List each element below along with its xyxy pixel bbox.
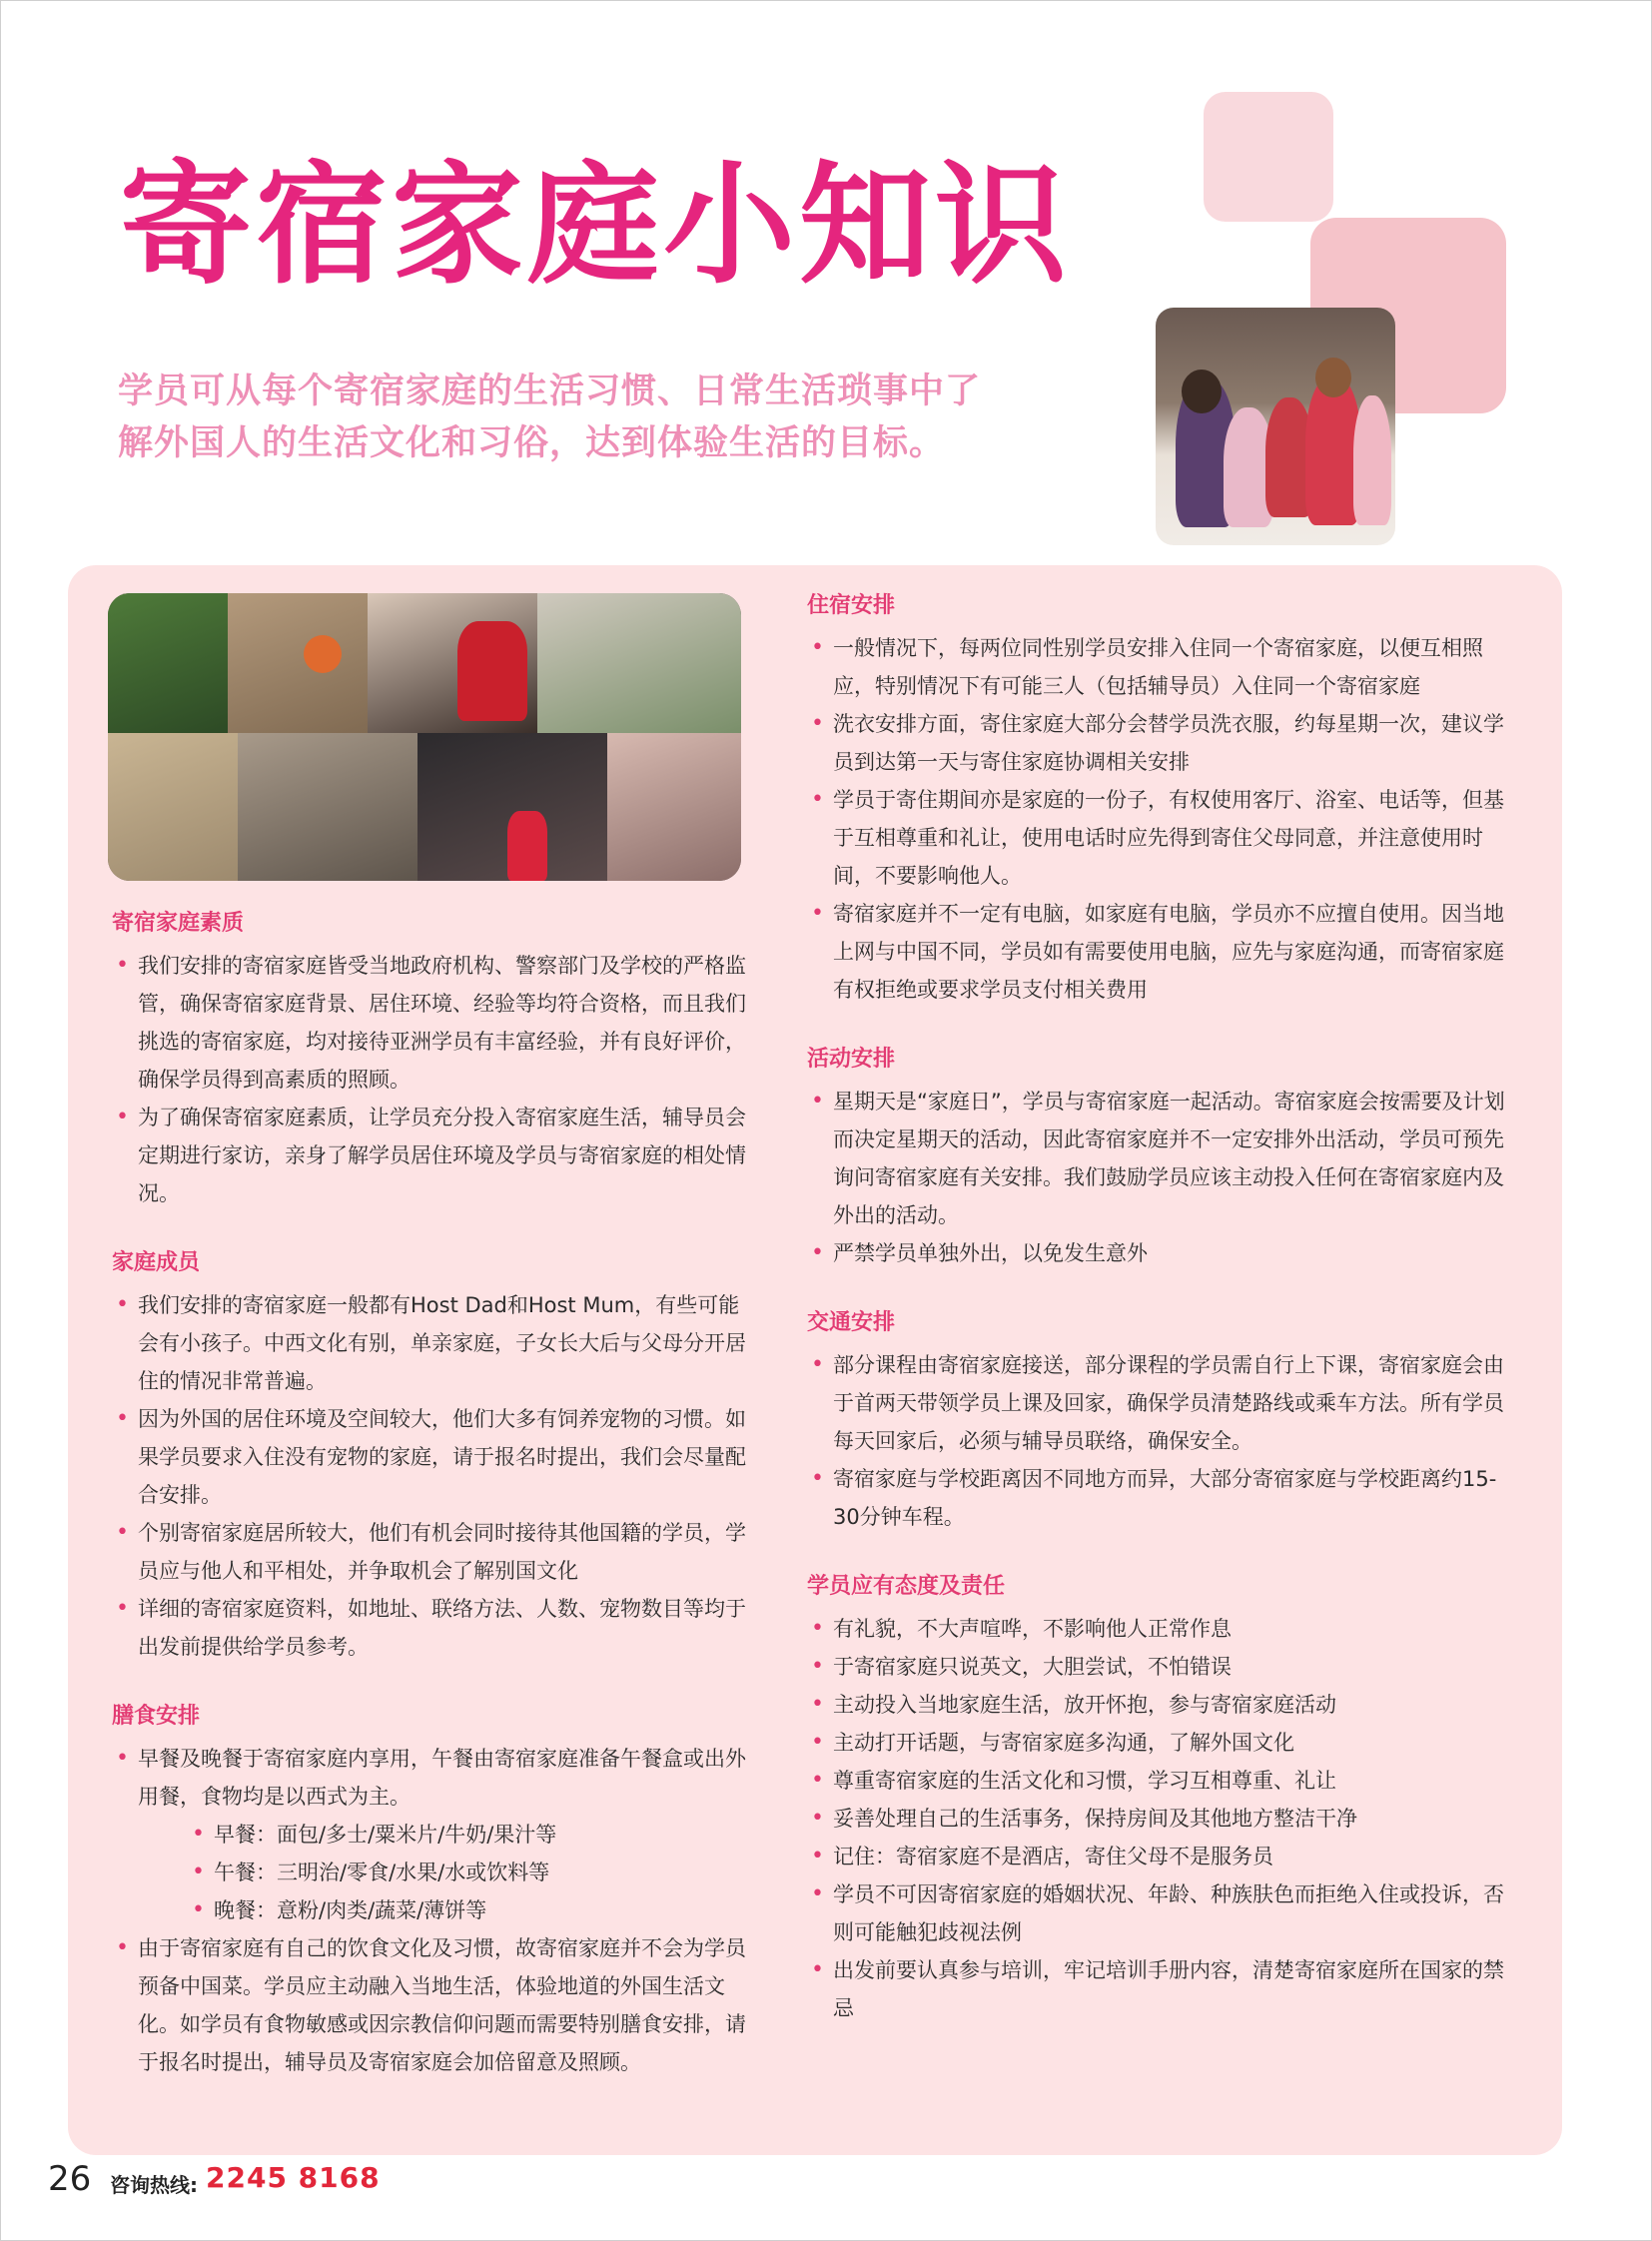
hotline-label: 咨询热线:: [110, 2173, 198, 2197]
page-number: 26: [48, 2159, 92, 2199]
list-item: • 学员不可因寄宿家庭的婚姻状况、年龄、种族肤色而拒绝入住或投诉，否则可能触犯歧视法例: [807, 1875, 1506, 1951]
list-item: • 我们安排的寄宿家庭一般都有Host Dad和Host Mum，有些可能会有小孩子。中西文化有别，单亲家庭，子女长大后与父母分开居住的情况非常普遍。: [112, 1286, 751, 1400]
meals-intro: 早餐及晚餐于寄宿家庭内享用，午餐由寄宿家庭准备午餐盒或出外用餐，食物均是以西式为主。: [138, 1747, 746, 1809]
list-item: • 于寄宿家庭只说英文，大胆尝试，不怕错误: [807, 1648, 1506, 1686]
list-item: • 出发前要认真参与培训，牢记培训手册内容，清楚寄宿家庭所在国家的禁忌: [807, 1951, 1506, 2027]
list-item: [112, 1740, 751, 1929]
subtitle-line: 解外国人的生活文化和习俗，达到体验生活的目标。: [118, 423, 946, 463]
section-accommodation: [807, 589, 1506, 1009]
list-item: • 尊重寄宿家庭的生活文化和习惯，学习互相尊重、礼让: [807, 1762, 1506, 1800]
bullet-list: [807, 1346, 1506, 1536]
list-item: • 寄宿家庭与学校距离因不同地方而异，大部分寄宿家庭与学校距离约15-30分钟车程。: [807, 1460, 1506, 1536]
page-subtitle: [118, 366, 1067, 469]
bullet-list: [112, 1740, 751, 2081]
section-heading: 膳食安排: [112, 1704, 201, 1729]
list-item: • 主动投入当地家庭生活，放开怀抱，参与寄宿家庭活动: [807, 1686, 1506, 1724]
list-item: • 详细的寄宿家庭资料，如地址、联络方法、人数、宠物数目等均于出发前提供给学员参考。: [112, 1590, 751, 1666]
left-column: [112, 907, 751, 2115]
list-item: • 主动打开话题，与寄宿家庭多沟通，了解外国文化: [807, 1724, 1506, 1762]
section-heading: 家庭成员: [112, 1250, 201, 1275]
subtitle-line: 学员可从每个寄宿家庭的生活习惯、日常生活琐事中了: [118, 372, 982, 411]
section-transport: [807, 1306, 1506, 1536]
section-meals: [112, 1700, 751, 2081]
section-heading: 住宿安排: [807, 593, 896, 618]
section-heading: 交通安排: [807, 1310, 896, 1335]
list-item: • 一般情况下，每两位同性别学员安排入住同一个寄宿家庭，以便互相照应，特别情况下有可能三人（包括辅导员）入住同一个寄宿家庭: [807, 629, 1506, 705]
section-heading: 寄宿家庭素质: [112, 911, 245, 936]
section-activities: [807, 1043, 1506, 1272]
list-item: • 个别寄宿家庭居所较大，他们有机会同时接待其他国籍的学员，学员应与他人和平相处，并争取机会了解别国文化: [112, 1514, 751, 1590]
photo-collage: [108, 593, 741, 881]
list-item: • 学员于寄住期间亦是家庭的一份子，有权使用客厅、浴室、电话等，但基于互相尊重和礼让，使用电话时应先得到寄住父母同意，并注意使用时间，不要影响他人。: [807, 781, 1506, 895]
list-item: • 部分课程由寄宿家庭接送，部分课程的学员需自行上下课，寄宿家庭会由于首两天带领学员上课及回家，确保学员清楚路线或乘车方法。所有学员每天回家后，必须与辅导员联络，确保安全。: [807, 1346, 1506, 1460]
meal-item: • 早餐：面包/多士/粟米片/牛奶/果汁等: [188, 1816, 751, 1854]
hotline-number: 2245 8168: [206, 2161, 381, 2194]
list-item: • 有礼貌，不大声喧哗，不影响他人正常作息: [807, 1610, 1506, 1648]
list-item: • 妥善处理自己的生活事务，保持房间及其他地方整洁干净: [807, 1800, 1506, 1838]
list-item: • 记住：寄宿家庭不是酒店，寄住父母不是服务员: [807, 1838, 1506, 1875]
bullet-list: [112, 1286, 751, 1666]
meal-item: • 晚餐：意粉/肉类/蔬菜/薄饼等: [188, 1891, 751, 1929]
section-host-quality: [112, 907, 751, 1212]
list-item: • 我们安排的寄宿家庭皆受当地政府机构、警察部门及学校的严格监管，确保寄宿家庭背景、居住环境、经验等均符合资格，而且我们挑选的寄宿家庭，均对接待亚洲学员有丰富经验，并有良好评价，确保学员得到高素质的照顾。: [112, 947, 751, 1099]
bullet-list: [807, 629, 1506, 1009]
list-item: • 严禁学员单独外出，以免发生意外: [807, 1234, 1506, 1272]
page-title: 寄宿家庭小知识: [120, 149, 1071, 303]
bullet-list: [807, 1083, 1506, 1272]
section-heading: 活动安排: [807, 1047, 896, 1072]
meal-menu: [138, 1816, 751, 1929]
decorative-square-light: [1204, 92, 1333, 222]
meal-item: • 午餐：三明治/零食/水果/水或饮料等: [188, 1854, 751, 1891]
section-attitude: [807, 1570, 1506, 2027]
list-item: • 因为外国的居住环境及空间较大，他们大多有饲养宠物的习惯。如果学员要求入住没有宠物的家庭，请于报名时提出，我们会尽量配合安排。: [112, 1400, 751, 1514]
bullet-list: [112, 947, 751, 1212]
list-item: • 星期天是“家庭日”，学员与寄宿家庭一起活动。寄宿家庭会按需要及计划而决定星期天的活动，因此寄宿家庭并不一定安排外出活动，学员可预先询问寄宿家庭有关安排。我们鼓励学员应该主动投入任何在寄宿家庭内及外出的活动。: [807, 1083, 1506, 1234]
list-item: • 洗衣安排方面，寄住家庭大部分会替学员洗衣服，约每星期一次，建议学员到达第一天与寄住家庭协调相关安排: [807, 705, 1506, 781]
section-heading: 学员应有态度及责任: [807, 1574, 1006, 1599]
list-item: • 由于寄宿家庭有自己的饮食文化及习惯，故寄宿家庭并不会为学员预备中国菜。学员应主动融入当地生活，体验地道的外国生活文化。如学员有食物敏感或因宗教信仰问题而需要特别膳食安排，请于报名时提出，辅导员及寄宿家庭会加倍留意及照顾。: [112, 1929, 751, 2081]
list-item: • 寄宿家庭并不一定有电脑，如家庭有电脑，学员亦不应擅自使用。因当地上网与中国不同，学员如有需要使用电脑，应先与家庭沟通，而寄宿家庭有权拒绝或要求学员支付相关费用: [807, 895, 1506, 1009]
host-family-photo: [1156, 308, 1395, 545]
bullet-list: [807, 1610, 1506, 2027]
list-item: • 为了确保寄宿家庭素质，让学员充分投入寄宿家庭生活，辅导员会定期进行家访，亲身了解学员居住环境及学员与寄宿家庭的相处情况。: [112, 1099, 751, 1212]
section-family-members: [112, 1246, 751, 1666]
right-column: [807, 589, 1506, 2061]
